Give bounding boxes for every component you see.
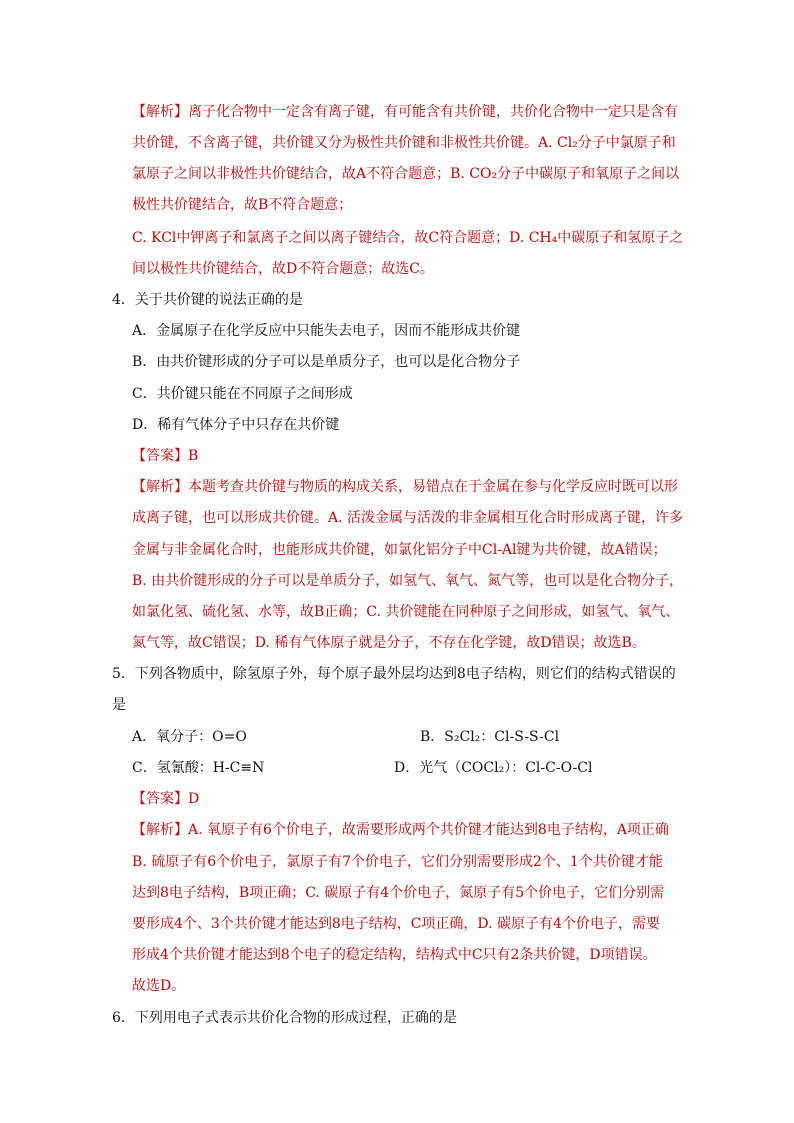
q6-stem: 6．下列用电子式表示共价化合物的形成过程，正确的是 <box>112 1010 457 1026</box>
q3-explanation-line-2: 共价键，不含离子键，共价键又分为极性共价键和非极性共价键。A. Cl₂分子中氯原子和 <box>132 135 676 151</box>
q4-option-b: B．由共价键形成的分子可以是单质分子，也可以是化合物分子 <box>132 354 521 370</box>
q4-explanation-line-4: B. 由共价键形成的分子可以是单质分子，如氢气、氧气、氮气等，也可以是化合物分子， <box>132 573 684 589</box>
q5-explanation-line-6: 故选D。 <box>132 978 186 994</box>
q5-explanation-line-4: 要形成4个、3个共价键才能达到8电子结构，C项正确，D. 碳原子有4个价电子，需要 <box>132 916 660 932</box>
q4-option-d: D．稀有气体分子中只存在共价键 <box>132 417 340 433</box>
answer-label: 【答案】 <box>132 448 188 464</box>
q5-option-d: D．光气（COCl₂）：Cl-C-O-Cl <box>394 760 593 776</box>
q5-explanation-line-3: 达到8电子结构，B项正确；C. 碳原子有4个价电子，氮原子有5个价电子，它们分别需 <box>132 885 665 901</box>
q3-explanation-line-4: 极性共价键结合，故B不符合题意； <box>132 197 353 213</box>
q3-explanation-line-5: C. KCl中钾离子和氯离子之间以离子键结合，故C符合题意；D. CH₄中碳原子和氢原子之 <box>132 230 684 246</box>
q5-stem-line-1: 5．下列各物质中，除氢原子外，每个原子最外层均达到8电子结构，则它们的结构式错误的 <box>112 666 676 682</box>
q5-explanation-line-1: 【解析】A. 氧原子有6个价电子，故需要形成两个共价键才能达到8电子结构，A项正确 <box>132 822 669 838</box>
answer-label: 【答案】 <box>132 791 188 807</box>
q5-option-c: C．氢氰酸：H-C≡N <box>132 760 265 776</box>
q4-answer <box>132 446 198 466</box>
answer-value: B <box>188 448 199 464</box>
q4-option-c: C．共价键只能在不同原子之间形成 <box>132 386 353 402</box>
q5-stem-line-2: 是 <box>112 697 126 713</box>
q4-stem: 4．关于共价键的说法正确的是 <box>112 292 303 308</box>
q4-option-a: A．金属原子在化学反应中只能失去电子，因而不能形成共价键 <box>132 323 521 339</box>
q5-option-b: B．S₂Cl₂：Cl-S-S-Cl <box>420 729 560 745</box>
q3-explanation-line-6: 间以极性共价键结合，故D不符合题意；故选C。 <box>132 261 434 277</box>
q4-explanation-line-1: 【解析】本题考查共价键与物质的构成关系，易错点在于金属在参与化学反应时既可以形 <box>132 479 678 495</box>
q4-explanation-line-2: 成离子键，也可以形成共价键。A. 活泼金属与活泼的非金属相互化合时形成离子键，许多 <box>132 510 684 526</box>
answer-value: D <box>188 791 200 807</box>
explanation-label: 【解析】 <box>132 822 188 838</box>
q4-explanation-line-6: 氮气等，故C错误；D. 稀有气体原子就是分子，不存在化学键，故D错误；故选B。 <box>132 635 646 651</box>
q4-explanation-line-5: 如氯化氢、硫化氢、水等，故B正确；C. 共价键能在同种原子之间形成，如氢气、氧气、 <box>132 604 680 620</box>
explanation-label: 【解析】 <box>132 104 188 120</box>
q5-option-a: A．氧分子：O=O <box>132 729 247 745</box>
q5-explanation-line-2: B. 硫原子有6个价电子，氯原子有7个价电子，它们分别需要形成2个、1个共价键才能 <box>132 854 663 870</box>
q3-explanation-line-3: 氯原子之间以非极性共价键结合，故A不符合题意；B. CO₂分子中碳原子和氧原子之间以 <box>132 166 680 182</box>
q3-explanation-line-1: 【解析】离子化合物中一定含有离子键，有可能含有共价键，共价化合物中一定只是含有 <box>132 104 678 120</box>
q5-answer <box>132 789 199 809</box>
q5-explanation-line-5: 形成4个共价键才能达到8个电子的稳定结构，结构式中C只有2条共价键，D项错误。 <box>132 947 657 963</box>
q4-explanation-line-3: 金属与非金属化合时，也能形成共价键，如氯化铝分子中Cl-Al键为共价键，故A错误； <box>132 542 667 558</box>
explanation-label: 【解析】 <box>132 479 188 495</box>
